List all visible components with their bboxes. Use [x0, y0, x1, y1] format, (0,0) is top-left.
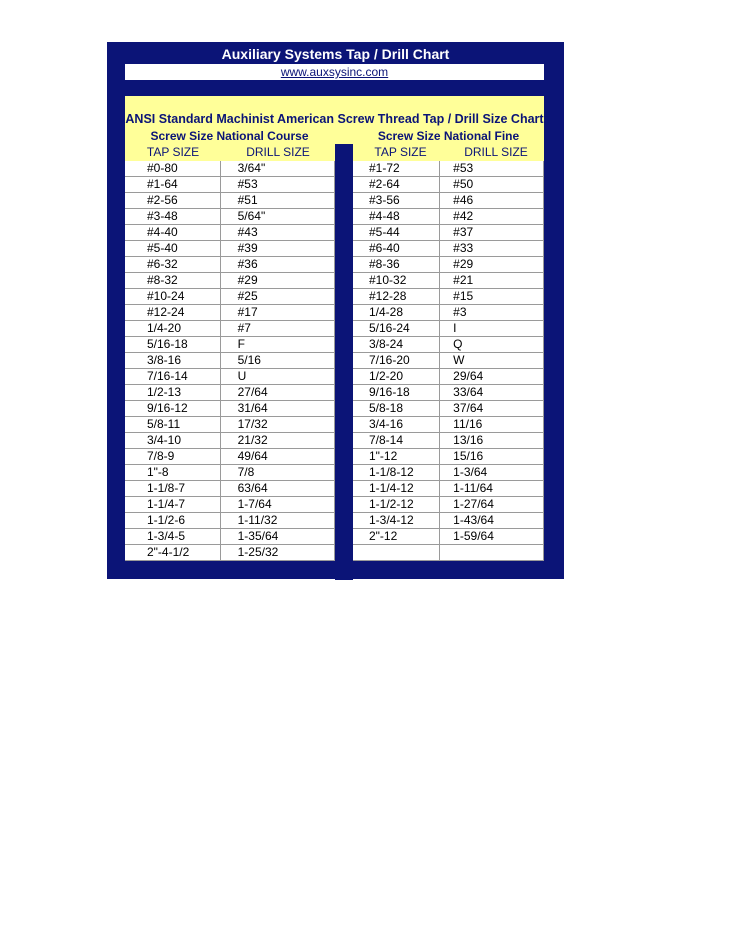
- drill-size-value: U: [237, 369, 247, 383]
- tap-size-cell: [353, 369, 440, 385]
- drill-size-value: #17: [237, 305, 258, 319]
- drill-size-value: #21: [453, 273, 474, 287]
- tap-size-value: 5/8-18: [369, 401, 404, 415]
- tap-size-value: #12-24: [147, 305, 185, 319]
- drill-size-value: #29: [237, 273, 258, 287]
- tap-size-value: #1-72: [369, 161, 400, 175]
- table-row: [353, 385, 544, 401]
- drill-size-cell: [440, 417, 544, 433]
- drill-size-value: 29/64: [453, 369, 484, 383]
- drill-size-value: 21/32: [237, 433, 268, 447]
- tap-size-cell: [353, 465, 440, 481]
- table-row: [125, 529, 335, 545]
- table-row: [353, 417, 544, 433]
- table-row: [353, 401, 544, 417]
- tap-size-value: 1-1/2-12: [369, 497, 414, 511]
- tap-size-value: 1-1/4-7: [147, 497, 186, 511]
- table-row: [125, 241, 335, 257]
- tap-size-cell: [125, 497, 220, 513]
- drill-size-cell: [440, 193, 544, 209]
- tap-size-cell: [353, 241, 440, 257]
- drill-size-cell: [440, 465, 544, 481]
- table-row: [125, 305, 335, 321]
- tap-size-cell: [125, 193, 220, 209]
- drill-size-cell: [220, 433, 334, 449]
- tap-size-cell: [125, 241, 220, 257]
- tap-size-value: 5/8-11: [147, 417, 181, 431]
- drill-size-cell: [440, 545, 544, 561]
- bottom-band: [125, 564, 544, 579]
- drill-size-value: 33/64: [453, 385, 484, 399]
- drill-size-value: #51: [237, 193, 258, 207]
- drill-size-cell: [440, 225, 544, 241]
- table-row: [353, 465, 544, 481]
- table-row: [353, 369, 544, 385]
- table-row: [125, 545, 335, 561]
- drill-size-cell: [220, 257, 334, 273]
- tap-size-value: #5-40: [147, 241, 178, 255]
- tap-size-cell: [353, 353, 440, 369]
- tap-size-value: #4-48: [369, 209, 400, 223]
- url-bar: [125, 64, 544, 80]
- table-row: [125, 289, 335, 305]
- drill-size-value: 27/64: [237, 385, 268, 399]
- tap-size-cell: [125, 449, 220, 465]
- tap-size-value: 7/16-14: [147, 369, 188, 383]
- drill-size-value: #53: [237, 177, 258, 191]
- drill-size-cell: [440, 497, 544, 513]
- table-row: [125, 513, 335, 529]
- drill-size-cell: [440, 401, 544, 417]
- tap-size-cell: [353, 337, 440, 353]
- tap-size-cell: [353, 257, 440, 273]
- tap-size-cell: [353, 529, 440, 545]
- drill-size-cell: [440, 305, 544, 321]
- tap-size-value: 2"-12: [369, 529, 398, 543]
- tap-size-cell: [353, 209, 440, 225]
- drill-size-cell: [440, 353, 544, 369]
- drill-size-cell: [440, 321, 544, 337]
- drill-size-value: 1-11/32: [237, 513, 278, 527]
- tap-size-cell: [125, 305, 220, 321]
- tap-size-cell: [353, 177, 440, 193]
- drill-size-value: W: [453, 353, 465, 367]
- drill-size-cell: [220, 417, 334, 433]
- drill-size-value: 37/64: [453, 401, 484, 415]
- tap-size-value: 1"-12: [369, 449, 398, 463]
- divider-band: [125, 80, 544, 96]
- drill-size-value: 11/16: [453, 417, 483, 431]
- drill-size-value: 7/8: [237, 465, 255, 479]
- drill-size-value: 63/64: [237, 481, 268, 495]
- table-row: [353, 529, 544, 545]
- drill-size-value: 1-27/64: [453, 497, 494, 511]
- drill-size-value: 31/64: [237, 401, 268, 415]
- tap-size-cell: [353, 481, 440, 497]
- tap-size-value: 3/8-16: [147, 353, 182, 367]
- table-row: [125, 385, 335, 401]
- drill-size-value: #37: [453, 225, 474, 239]
- drill-size-cell: [220, 481, 334, 497]
- drill-size-value: 13/16: [453, 433, 484, 447]
- tap-size-value: 7/8-9: [147, 449, 175, 463]
- table-row: [353, 321, 544, 337]
- drill-size-value: 1-25/32: [237, 545, 279, 559]
- tap-size-value: 9/16-18: [369, 385, 410, 399]
- coarse-tap-size-header: TAP SIZE: [146, 145, 200, 159]
- tap-size-cell: [125, 177, 220, 193]
- drill-size-value: #53: [453, 161, 474, 175]
- table-row: [353, 161, 544, 177]
- table-row: [125, 401, 335, 417]
- tap-size-cell: [353, 513, 440, 529]
- tap-size-value: #6-40: [369, 241, 400, 255]
- table-row: [125, 273, 335, 289]
- drill-size-cell: [440, 369, 544, 385]
- drill-size-value: #42: [453, 209, 474, 223]
- tap-size-cell: [125, 321, 220, 337]
- tap-size-cell: [125, 369, 220, 385]
- drill-size-value: Q: [453, 337, 463, 351]
- tap-size-value: 1/2-13: [147, 385, 182, 399]
- tap-size-value: #10-24: [147, 289, 185, 303]
- drill-size-cell: [440, 241, 544, 257]
- tap-size-cell: [125, 545, 220, 561]
- drill-size-value: 3/64": [237, 161, 266, 175]
- fine-tap-size-header: TAP SIZE: [374, 145, 427, 159]
- drill-size-cell: [440, 433, 544, 449]
- table-row: [353, 545, 544, 561]
- tap-size-cell: [125, 257, 220, 273]
- table-row: [125, 481, 335, 497]
- table-row: [353, 257, 544, 273]
- tap-size-value: 1-1/4-12: [369, 481, 414, 495]
- drill-size-cell: [220, 241, 334, 257]
- tap-size-value: #6-32: [147, 257, 178, 271]
- tap-size-value: #10-32: [369, 273, 407, 287]
- table-row: [353, 289, 544, 305]
- table-row: [125, 465, 335, 481]
- drill-size-cell: [220, 289, 334, 305]
- tap-size-value: 9/16-12: [147, 401, 188, 415]
- tap-size-cell: [125, 465, 220, 481]
- tap-size-value: 2"-4-1/2: [147, 545, 190, 559]
- drill-size-value: 1-59/64: [453, 529, 494, 543]
- drill-size-cell: [440, 337, 544, 353]
- table-row: [125, 161, 335, 177]
- table-row: [353, 481, 544, 497]
- tap-size-cell: [353, 417, 440, 433]
- table-row: [353, 433, 544, 449]
- drill-size-cell: [440, 209, 544, 225]
- tap-size-value: 3/4-10: [147, 433, 182, 447]
- tap-size-cell: [353, 273, 440, 289]
- drill-size-cell: [220, 385, 334, 401]
- drill-size-cell: [220, 497, 334, 513]
- tap-size-cell: [353, 545, 440, 561]
- drill-size-cell: [440, 161, 544, 177]
- table-row: [125, 209, 335, 225]
- drill-size-cell: [440, 273, 544, 289]
- drill-size-cell: [220, 337, 334, 353]
- drill-size-value: 1-7/64: [237, 497, 272, 511]
- drill-size-value: 5/16: [237, 353, 261, 367]
- table-row: [125, 337, 335, 353]
- tap-size-cell: [125, 481, 220, 497]
- table-row: [353, 241, 544, 257]
- tap-size-cell: [353, 193, 440, 209]
- fine-table: [353, 161, 544, 561]
- drill-size-value: #29: [453, 257, 474, 271]
- table-row: [125, 353, 335, 369]
- tap-size-cell: [125, 209, 220, 225]
- tap-size-cell: [125, 401, 220, 417]
- table-row: [353, 305, 544, 321]
- tap-size-cell: [125, 273, 220, 289]
- drill-size-value: 5/64": [237, 209, 266, 223]
- drill-size-value: 1-35/64: [237, 529, 279, 543]
- table-row: [125, 193, 335, 209]
- tap-size-cell: [353, 161, 440, 177]
- tap-size-value: 5/16-24: [369, 321, 410, 335]
- tap-size-value: 1-1/8-12: [369, 465, 414, 479]
- table-row: [125, 369, 335, 385]
- drill-size-cell: [440, 385, 544, 401]
- drill-size-value: 49/64: [237, 449, 268, 463]
- drill-size-cell: [220, 161, 334, 177]
- tap-size-cell: [353, 321, 440, 337]
- table-row: [353, 225, 544, 241]
- column-divider: [335, 144, 353, 580]
- drill-size-cell: [220, 513, 334, 529]
- tap-size-value: #3-48: [147, 209, 178, 223]
- drill-size-value: 1-3/64: [453, 465, 488, 479]
- tap-size-value: 3/4-16: [369, 417, 404, 431]
- tap-size-value: 7/16-20: [369, 353, 410, 367]
- drill-size-cell: [440, 449, 544, 465]
- drill-size-value: 1-11/64: [453, 481, 493, 495]
- drill-size-cell: [220, 529, 334, 545]
- chart-frame: [107, 42, 564, 579]
- table-row: [125, 417, 335, 433]
- table-row: [353, 273, 544, 289]
- table-row: [353, 449, 544, 465]
- tap-size-value: #0-80: [147, 161, 178, 175]
- chart-title: ANSI Standard Machinist American Screw Thread Tap / Drill Size Chart: [125, 112, 544, 126]
- drill-size-value: #50: [453, 177, 474, 191]
- table-row: [353, 193, 544, 209]
- drill-size-value: #36: [237, 257, 258, 271]
- drill-size-cell: [220, 209, 334, 225]
- tap-size-cell: [353, 401, 440, 417]
- tap-size-cell: [125, 289, 220, 305]
- tap-size-cell: [353, 497, 440, 513]
- drill-size-cell: [440, 257, 544, 273]
- drill-size-value: I: [453, 321, 457, 335]
- tap-size-value: 1-3/4-5: [147, 529, 186, 543]
- tap-size-value: #3-56: [369, 193, 400, 207]
- tap-size-value: 5/16-18: [147, 337, 188, 351]
- coarse-drill-size-header: DRILL SIZE: [246, 145, 310, 159]
- table-row: [125, 257, 335, 273]
- drill-size-value: #7: [237, 321, 251, 335]
- drill-size-cell: [220, 273, 334, 289]
- drill-size-cell: [220, 177, 334, 193]
- drill-size-cell: [220, 305, 334, 321]
- fine-drill-size-header: DRILL SIZE: [464, 145, 528, 159]
- drill-size-value: 1-43/64: [453, 513, 494, 527]
- table-row: [353, 177, 544, 193]
- drill-size-cell: [220, 225, 334, 241]
- drill-size-value: F: [237, 337, 245, 351]
- tap-size-value: 1-3/4-12: [369, 513, 414, 527]
- tap-size-value: 7/8-14: [369, 433, 404, 447]
- drill-size-cell: [220, 449, 334, 465]
- tap-size-cell: [125, 385, 220, 401]
- drill-size-value: #25: [237, 289, 258, 303]
- table-row: [125, 497, 335, 513]
- fine-heading: Screw Size National Fine: [377, 129, 520, 143]
- tap-size-value: #1-64: [147, 177, 178, 191]
- drill-size-cell: [220, 369, 334, 385]
- drill-size-value: 15/16: [453, 449, 484, 463]
- drill-size-cell: [220, 401, 334, 417]
- tap-size-value: #2-64: [369, 177, 400, 191]
- tap-size-cell: [125, 417, 220, 433]
- tap-size-value: #2-56: [147, 193, 178, 207]
- tap-size-value: #8-32: [147, 273, 178, 287]
- tap-size-value: 1-1/8-7: [147, 481, 186, 495]
- table-row: [353, 513, 544, 529]
- tap-size-value: 1"-8: [147, 465, 169, 479]
- coarse-table: [125, 161, 335, 561]
- drill-size-cell: [440, 177, 544, 193]
- tap-size-cell: [125, 353, 220, 369]
- table-row: [353, 497, 544, 513]
- tap-size-cell: [353, 385, 440, 401]
- drill-size-value: #39: [237, 241, 258, 255]
- drill-size-value: 17/32: [237, 417, 268, 431]
- coarse-heading: Screw Size National Course: [150, 129, 309, 143]
- drill-size-value: #15: [453, 289, 474, 303]
- table-row: [125, 449, 335, 465]
- drill-size-cell: [220, 321, 334, 337]
- tap-size-cell: [125, 337, 220, 353]
- drill-size-cell: [220, 353, 334, 369]
- table-row: [353, 353, 544, 369]
- tap-size-cell: [125, 225, 220, 241]
- drill-size-cell: [220, 193, 334, 209]
- drill-size-cell: [220, 545, 334, 561]
- drill-size-value: #46: [453, 193, 474, 207]
- tap-size-value: 1/4-20: [147, 321, 182, 335]
- table-row: [353, 337, 544, 353]
- tap-size-value: 1-1/2-6: [147, 513, 186, 527]
- tap-size-value: 3/8-24: [369, 337, 404, 351]
- website-link[interactable]: www.auxsysinc.com: [280, 65, 389, 79]
- tap-size-value: 1/2-20: [369, 369, 404, 383]
- tap-size-cell: [353, 305, 440, 321]
- table-row: [125, 177, 335, 193]
- drill-size-cell: [220, 465, 334, 481]
- drill-size-value: #33: [453, 241, 474, 255]
- tap-size-value: #5-44: [369, 225, 400, 239]
- table-row: [125, 225, 335, 241]
- page-title: Auxiliary Systems Tap / Drill Chart: [221, 46, 450, 62]
- tap-size-cell: [125, 433, 220, 449]
- drill-size-cell: [440, 529, 544, 545]
- tap-size-cell: [353, 289, 440, 305]
- tap-size-value: #4-40: [147, 225, 178, 239]
- tap-size-cell: [125, 529, 220, 545]
- drill-size-value: #3: [453, 305, 467, 319]
- drill-size-cell: [440, 481, 544, 497]
- drill-size-cell: [440, 289, 544, 305]
- tap-size-cell: [353, 449, 440, 465]
- tap-size-cell: [125, 513, 220, 529]
- table-row: [125, 321, 335, 337]
- tap-size-value: #8-36: [369, 257, 400, 271]
- tap-size-value: 1/4-28: [369, 305, 404, 319]
- tap-size-cell: [353, 225, 440, 241]
- tap-size-cell: [125, 161, 220, 177]
- tap-size-cell: [353, 433, 440, 449]
- table-row: [353, 209, 544, 225]
- table-row: [125, 433, 335, 449]
- tap-size-value: #12-28: [369, 289, 407, 303]
- drill-size-value: #43: [237, 225, 258, 239]
- drill-size-cell: [440, 513, 544, 529]
